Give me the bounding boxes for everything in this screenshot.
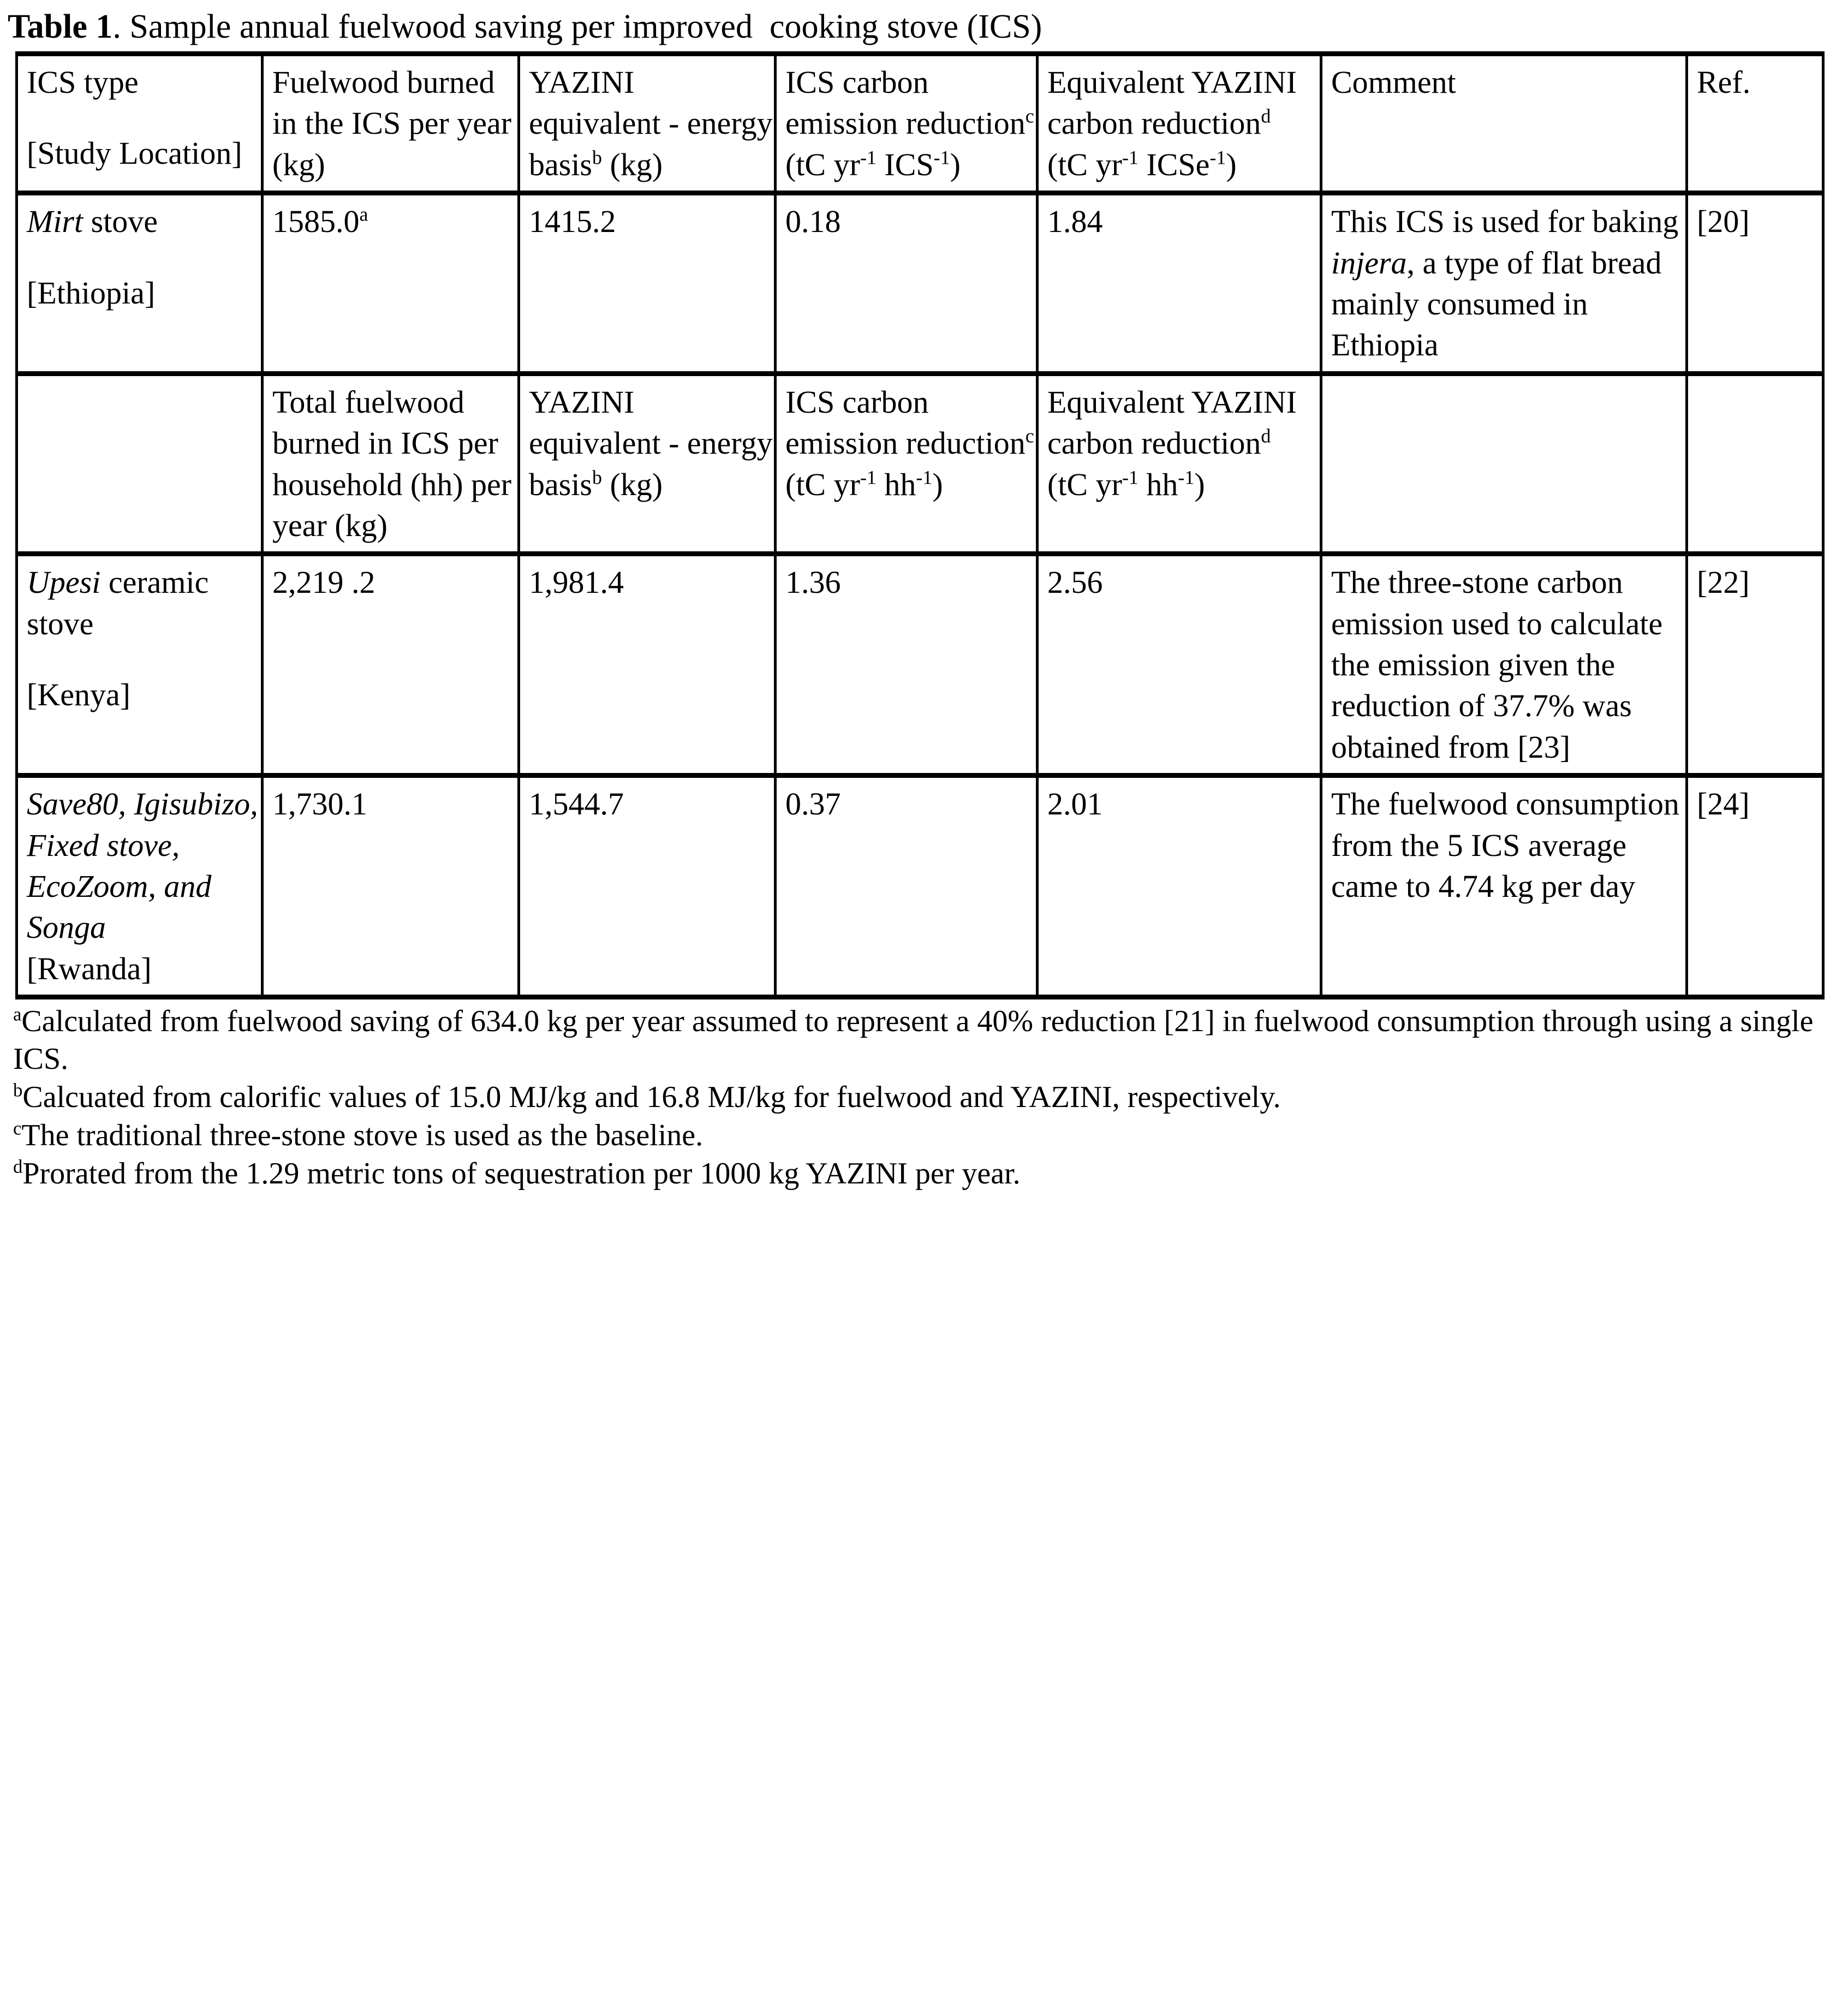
header-ics-reduction-unit-pre: (tC yr: [785, 466, 860, 502]
footnote-c: [13, 1117, 1848, 1154]
study-location: [Ethiopia]: [27, 275, 156, 311]
cell-ics-carbon-reduction: [776, 776, 1038, 997]
header-cell-ics-carbon-reduction: [776, 54, 1038, 193]
header-ics-reduction-label: ICS carbon emission reduction: [785, 384, 1026, 461]
cell-comment: [1321, 193, 1687, 374]
cell-fuelwood-burned: [263, 193, 519, 374]
footnote-marker-a: a: [359, 203, 368, 225]
footnote-b-text: Calcuated from calorific values of 15.0 MJ/kg and 16.8 MJ/kg for fuelwood and YAZINI, respectively.: [22, 1080, 1281, 1114]
cell-ics-type: [17, 776, 263, 997]
yazini-equivalent-value: 1,544.7: [529, 786, 624, 822]
fuelwood-value: 1585.0: [272, 204, 360, 240]
spacer: [27, 644, 261, 674]
cell-yazini-equivalent: [519, 193, 776, 374]
header-cell-ref: [1687, 54, 1823, 193]
header-cell-equivalent-yazini-reduction: [1038, 54, 1321, 193]
yazini-equivalent-value: 1415.2: [529, 204, 616, 240]
table-footnotes: [13, 1003, 1848, 1193]
header-ics-reduction-label: ICS carbon emission reduction: [785, 64, 1026, 141]
header-cell-equivalent-yazini-reduction-hh: [1038, 373, 1321, 554]
footnote-marker-a: a: [13, 1003, 22, 1025]
header-cell-empty: [17, 373, 263, 554]
spacer: [27, 103, 261, 133]
header-ics-reduction-unit-mid: hh: [876, 466, 916, 502]
header-ics-reduction-unit-post: ): [932, 466, 943, 502]
header-cell-ref-empty: [1687, 373, 1823, 554]
caption-text: . Sample annual fuelwood saving per improved cooking stove (ICS): [112, 8, 1042, 45]
study-location: [Kenya]: [27, 677, 131, 713]
comment-text-pre: This ICS is used for baking: [1331, 204, 1679, 240]
header-cell-yazini-equivalent: [519, 54, 776, 193]
stove-name-rest: stove: [83, 204, 158, 240]
header-yazini-reduction-unit-post: ): [1194, 466, 1205, 502]
table-header-row-secondary: [17, 373, 1823, 554]
exponent-minus-one: -1: [1122, 146, 1138, 169]
footnote-marker-c: c: [1025, 425, 1034, 447]
comment-text-pre: The three-stone carbon emission used to calculate the emission given the reduction of 37.7% was obtained from [23]: [1331, 564, 1663, 765]
cell-yazini-equivalent: [519, 554, 776, 776]
cell-equivalent-yazini-reduction: [1038, 554, 1321, 776]
exponent-minus-one: -1: [1122, 466, 1138, 489]
cell-ics-carbon-reduction: [776, 554, 1038, 776]
exponent-minus-one: -1: [933, 146, 950, 169]
study-location: [Rwanda]: [27, 950, 152, 986]
header-yazini-reduction-unit-mid: ICSe: [1138, 146, 1210, 182]
table-caption: [0, 0, 1848, 51]
header-study-location-label: [Study Location]: [27, 135, 242, 171]
table-row: [17, 554, 1823, 776]
footnote-marker-c: c: [13, 1117, 22, 1139]
header-cell-yazini-equivalent-hh: [519, 373, 776, 554]
footnote-marker-d: d: [13, 1156, 23, 1177]
exponent-minus-one: -1: [1209, 146, 1226, 169]
cell-equivalent-yazini-reduction: [1038, 193, 1321, 374]
header-yazini-reduction-unit-mid: hh: [1138, 466, 1178, 502]
ics-carbon-reduction-value: 0.18: [785, 204, 841, 240]
header-total-fuelwood-label: Total fuelwood burned in ICS per household (hh) per year (kg): [272, 384, 512, 543]
header-cell-ics-carbon-reduction-hh: [776, 373, 1038, 554]
table-row: [17, 776, 1823, 997]
cell-comment: [1321, 776, 1687, 997]
header-yazini-equiv-unit: (kg): [601, 466, 663, 502]
caption-label: Table 1: [8, 8, 113, 45]
stove-name-rest: ceramic stove: [27, 564, 209, 641]
header-comment-label: Comment: [1331, 64, 1456, 100]
cell-ics-carbon-reduction: [776, 193, 1038, 374]
cell-ref: [1687, 776, 1823, 997]
header-yazini-reduction-unit-pre: (tC yr: [1047, 466, 1122, 502]
fuelwood-saving-table: [15, 51, 1825, 999]
header-cell-comment-empty: [1321, 373, 1687, 554]
footnote-d: [13, 1155, 1848, 1192]
cell-yazini-equivalent: [519, 776, 776, 997]
header-cell-fuelwood-burned: [263, 54, 519, 193]
spacer: [27, 242, 261, 272]
header-cell-total-fuelwood-per-household: [263, 373, 519, 554]
footnote-marker-b: b: [13, 1079, 23, 1101]
header-yazini-reduction-label: Equivalent YAZINI carbon reduction: [1047, 384, 1297, 461]
footnote-marker-d: d: [1261, 105, 1271, 128]
exponent-minus-one: -1: [1178, 466, 1195, 489]
yazini-equivalent-value: 1,981.4: [529, 564, 624, 600]
header-yazini-reduction-label: Equivalent YAZINI carbon reduction: [1047, 64, 1297, 141]
header-yazini-reduction-unit-pre: (tC yr: [1047, 146, 1122, 182]
header-yazini-equiv-label: YAZINI equivalent - energy basis: [529, 64, 773, 182]
cell-ics-type: [17, 554, 263, 776]
stove-name-italic: Mirt: [27, 204, 84, 240]
fuelwood-value: 2,219 .2: [272, 564, 375, 600]
stove-name-italic: Save80, Igisubizo, Fixed stove, EcoZoom, and Songa: [27, 786, 258, 945]
table-header-row-primary: [17, 54, 1823, 193]
fuelwood-value: 1,730.1: [272, 786, 367, 822]
header-yazini-reduction-unit-post: ): [1226, 146, 1237, 182]
header-ics-type-label: ICS type: [27, 64, 139, 100]
cell-ref: [1687, 554, 1823, 776]
ics-carbon-reduction-value: 1.36: [785, 564, 841, 600]
footnote-a: [13, 1003, 1848, 1078]
header-ics-reduction-unit-pre: (tC yr: [785, 146, 860, 182]
yazini-carbon-reduction-value: 2.56: [1047, 564, 1103, 600]
footnote-d-text: Prorated from the 1.29 metric tons of sequestration per 1000 kg YAZINI per year.: [22, 1157, 1021, 1191]
footnote-a-text: Calculated from fuelwood saving of 634.0 kg per year assumed to represent a 40% reduction [21] in fuelwood consumption through using a single ICS.: [13, 1004, 1814, 1076]
yazini-carbon-reduction-value: 1.84: [1047, 204, 1103, 240]
footnote-b: [13, 1079, 1848, 1116]
exponent-minus-one: -1: [916, 466, 933, 489]
header-yazini-equiv-unit: (kg): [601, 146, 663, 182]
cell-equivalent-yazini-reduction: [1038, 776, 1321, 997]
header-ics-reduction-unit-post: ): [950, 146, 961, 182]
yazini-carbon-reduction-value: 2.01: [1047, 786, 1103, 822]
ics-carbon-reduction-value: 0.37: [785, 786, 841, 822]
table-row: [17, 193, 1823, 374]
reference-citation: [20]: [1697, 204, 1750, 240]
comment-text-post: , a type of flat bread mainly consumed in Ethiopia: [1331, 245, 1662, 363]
footnote-marker-d: d: [1261, 425, 1271, 447]
exponent-minus-one: -1: [860, 146, 877, 169]
header-cell-comment: [1321, 54, 1687, 193]
footnote-marker-c: c: [1025, 105, 1034, 128]
cell-fuelwood-burned: [263, 554, 519, 776]
cell-fuelwood-burned: [263, 776, 519, 997]
reference-citation: [24]: [1697, 786, 1750, 822]
cell-ics-type: [17, 193, 263, 374]
cell-ref: [1687, 193, 1823, 374]
footnote-marker-b: b: [592, 466, 602, 489]
comment-text-italic: injera: [1331, 245, 1407, 281]
cell-comment: [1321, 554, 1687, 776]
footnote-c-text: The traditional three-stone stove is used as the baseline.: [21, 1118, 704, 1153]
header-yazini-equiv-label: YAZINI equivalent - energy basis: [529, 384, 773, 502]
header-fuelwood-label: Fuelwood burned in the ICS per year (kg): [272, 64, 512, 182]
reference-citation: [22]: [1697, 564, 1750, 600]
stove-name-italic: Upesi: [27, 564, 101, 600]
comment-text-pre: The fuelwood consumption from the 5 ICS average came to 4.74 kg per day: [1331, 786, 1679, 905]
header-ics-reduction-unit-mid: ICS: [876, 146, 934, 182]
header-ref-label: Ref.: [1697, 64, 1751, 100]
exponent-minus-one: -1: [860, 466, 877, 489]
footnote-marker-b: b: [592, 146, 602, 169]
header-cell-ics-type: [17, 54, 263, 193]
